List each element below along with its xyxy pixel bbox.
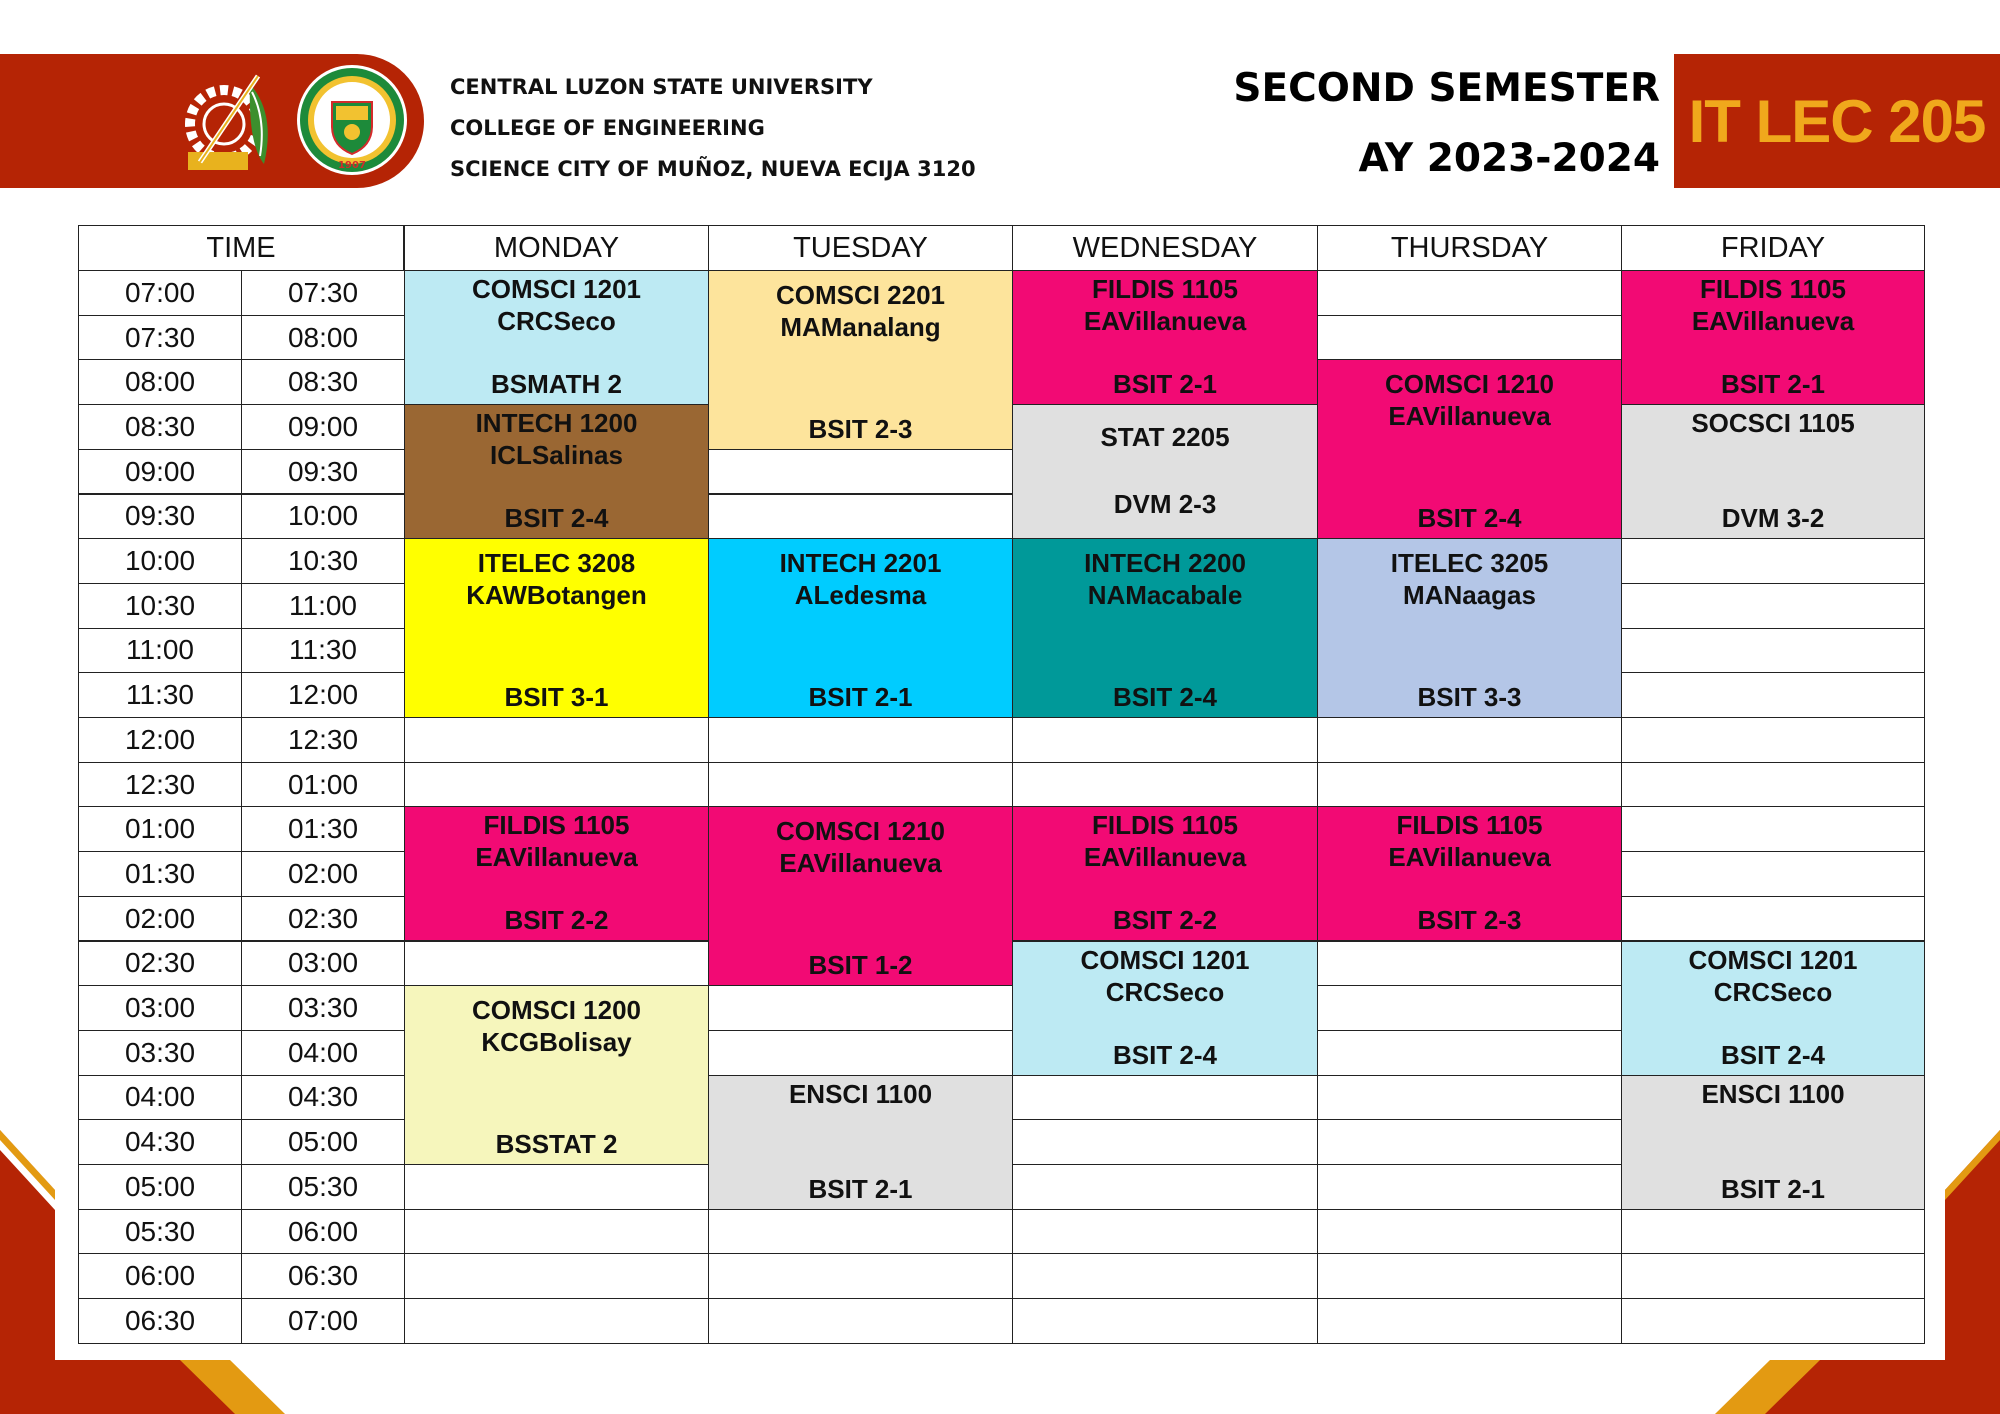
- class-subject: FILDIS 1105: [1092, 274, 1238, 304]
- empty-slot: [404, 1253, 709, 1299]
- class-section: BSIT 2-2: [504, 905, 609, 936]
- class-instructor: EAVillanueva: [1083, 306, 1247, 336]
- empty-slot: [1621, 896, 1925, 942]
- time-start-cell: 01:00: [78, 806, 242, 852]
- college-name: COLLEGE OF ENGINEERING: [450, 116, 765, 140]
- class-section: BSIT 2-4: [1720, 1039, 1826, 1070]
- empty-slot: [1012, 717, 1318, 763]
- class-instructor: MAManalang: [780, 312, 941, 342]
- time-start-cell: 12:00: [78, 717, 242, 763]
- empty-slot: [708, 1030, 1013, 1076]
- class-subject: COMSCI 1201: [1688, 944, 1858, 975]
- time-start-cell: 12:30: [78, 762, 242, 808]
- time-header: TIME: [78, 225, 404, 271]
- seal-year: 1907: [338, 160, 366, 171]
- time-end-cell: 03:30: [241, 985, 405, 1031]
- class-section: BSMATH 2: [491, 369, 622, 400]
- class-block[interactable]: [708, 270, 1013, 450]
- class-subject: INTECH 2201: [779, 548, 942, 579]
- class-section: BSIT 2-3: [1417, 905, 1522, 936]
- class-subject: COMSCI 2201: [775, 280, 946, 310]
- empty-slot: [404, 1209, 709, 1255]
- class-instructor: CRCSeco: [1105, 976, 1225, 1007]
- empty-slot: [1621, 672, 1925, 718]
- class-section: DVM 3-2: [1721, 503, 1825, 534]
- class-block[interactable]: [1621, 404, 1925, 539]
- empty-slot: [1317, 1164, 1622, 1210]
- time-end-cell: 12:30: [241, 717, 405, 763]
- schedule-table: [78, 225, 1924, 1343]
- class-section: BSSTAT 2: [495, 1128, 618, 1159]
- class-section: BSIT 2-1: [808, 1173, 913, 1204]
- class-section: BSIT 2-4: [1417, 503, 1522, 534]
- class-subject: ENSCI 1100: [1701, 1078, 1845, 1109]
- empty-slot: [404, 762, 709, 808]
- time-end-cell: 02:00: [241, 851, 405, 897]
- time-end-cell: 01:30: [241, 806, 405, 852]
- time-start-cell: 04:30: [78, 1119, 242, 1165]
- class-subject: STAT 2205: [1100, 422, 1230, 453]
- time-start-cell: 11:30: [78, 672, 242, 718]
- time-end-cell: 09:00: [241, 404, 405, 450]
- class-subject: COMSCI 1210: [775, 816, 946, 847]
- semester-label: SECOND SEMESTER: [1233, 66, 1660, 111]
- time-end-cell: 06:30: [241, 1253, 405, 1299]
- empty-slot: [1621, 583, 1925, 629]
- time-end-cell: 08:30: [241, 359, 405, 405]
- class-block[interactable]: [404, 270, 709, 405]
- university-name: CENTRAL LUZON STATE UNIVERSITY: [450, 75, 873, 99]
- class-subject: SOCSCI 1105: [1691, 408, 1855, 439]
- empty-slot: [1621, 762, 1925, 808]
- time-start-cell: 09:30: [78, 494, 242, 540]
- time-start-cell: 02:30: [78, 941, 242, 987]
- time-start-cell: 01:30: [78, 851, 242, 897]
- empty-slot: [708, 1209, 1013, 1255]
- class-block[interactable]: [708, 538, 1013, 718]
- day-header-monday: MONDAY: [404, 225, 709, 271]
- class-block[interactable]: [1012, 538, 1318, 718]
- time-end-cell: 05:30: [241, 1164, 405, 1210]
- class-block[interactable]: [1012, 806, 1318, 941]
- class-instructor: EAVillanueva: [475, 842, 638, 873]
- class-subject: COMSCI 1210: [1384, 369, 1555, 400]
- class-subject: COMSCI 1201: [1080, 944, 1250, 975]
- class-instructor: ICLSalinas: [490, 440, 623, 471]
- class-subject: COMSCI 1201: [471, 274, 642, 304]
- time-start-cell: 04:00: [78, 1075, 242, 1121]
- day-header-thursday: THURSDAY: [1317, 225, 1622, 271]
- time-end-cell: 06:00: [241, 1209, 405, 1255]
- empty-slot: [404, 1164, 709, 1210]
- time-start-cell: 06:30: [78, 1298, 242, 1344]
- time-start-cell: 09:00: [78, 449, 242, 495]
- time-start-cell: 06:00: [78, 1253, 242, 1299]
- empty-slot: [1621, 717, 1925, 763]
- class-block[interactable]: [1621, 941, 1925, 1076]
- class-instructor: CRCSeco: [1713, 976, 1833, 1007]
- empty-slot: [1317, 315, 1622, 361]
- empty-slot: [1012, 1209, 1318, 1255]
- class-subject: FILDIS 1105: [483, 810, 630, 841]
- time-start-cell: 07:30: [78, 315, 242, 361]
- class-subject: INTECH 2200: [1084, 548, 1246, 579]
- class-section: BSIT 2-4: [1112, 1039, 1218, 1070]
- day-header-friday: FRIDAY: [1621, 225, 1925, 271]
- empty-slot: [1317, 1075, 1622, 1121]
- class-subject: FILDIS 1105: [1396, 810, 1543, 841]
- course-code: IT LEC 205: [1688, 87, 1986, 155]
- time-start-cell: 10:30: [78, 583, 242, 629]
- time-end-cell: 07:30: [241, 270, 405, 316]
- empty-slot: [1317, 985, 1622, 1031]
- class-instructor: KCGBolisay: [481, 1027, 632, 1058]
- class-subject: FILDIS 1105: [1092, 810, 1238, 841]
- class-instructor: MANaagas: [1403, 580, 1536, 611]
- time-end-cell: 03:00: [241, 941, 405, 987]
- time-end-cell: 08:00: [241, 315, 405, 361]
- empty-slot: [1317, 1298, 1622, 1344]
- class-block[interactable]: [404, 538, 709, 718]
- class-section: BSIT 2-1: [808, 681, 913, 712]
- time-end-cell: 04:30: [241, 1075, 405, 1121]
- time-start-cell: 10:00: [78, 538, 242, 584]
- empty-slot: [1621, 806, 1925, 852]
- empty-slot: [708, 1298, 1013, 1344]
- day-header-wednesday: WEDNESDAY: [1012, 225, 1318, 271]
- empty-slot: [1317, 941, 1622, 987]
- class-section: BSIT 2-3: [808, 413, 913, 444]
- class-section: BSIT 2-2: [1112, 905, 1218, 936]
- class-instructor: ALedesma: [794, 580, 927, 611]
- class-instructor: EAVillanueva: [1388, 842, 1551, 873]
- class-block[interactable]: [708, 1075, 1013, 1210]
- empty-slot: [1317, 1253, 1622, 1299]
- class-subject: INTECH 1200: [475, 408, 638, 439]
- engineering-logo-icon: [178, 64, 286, 176]
- empty-slot: [1621, 538, 1925, 584]
- empty-slot: [1317, 1030, 1622, 1076]
- empty-slot: [708, 494, 1013, 540]
- class-block[interactable]: [1317, 538, 1622, 718]
- empty-slot: [708, 1253, 1013, 1299]
- class-instructor: EAVillanueva: [1691, 306, 1855, 336]
- empty-slot: [708, 985, 1013, 1031]
- academic-year-label: AY 2023-2024: [1358, 136, 1660, 181]
- class-section: BSIT 3-3: [1417, 681, 1522, 712]
- class-subject: ITELEC 3205: [1390, 548, 1549, 579]
- time-start-cell: 08:30: [78, 404, 242, 450]
- class-section: BSIT 2-4: [504, 503, 609, 534]
- time-end-cell: 12:00: [241, 672, 405, 718]
- time-end-cell: 10:00: [241, 494, 405, 540]
- empty-slot: [1621, 1253, 1925, 1299]
- time-start-cell: 03:30: [78, 1030, 242, 1076]
- empty-slot: [1012, 762, 1318, 808]
- time-start-cell: 02:00: [78, 896, 242, 942]
- empty-slot: [404, 1298, 709, 1344]
- class-block[interactable]: [1317, 359, 1622, 539]
- class-block[interactable]: [1317, 806, 1622, 941]
- university-address: SCIENCE CITY OF MUÑOZ, NUEVA ECIJA 3120: [450, 157, 976, 181]
- class-section: BSIT 2-1: [1720, 369, 1826, 400]
- class-subject: ITELEC 3208: [477, 548, 636, 579]
- time-end-cell: 05:00: [241, 1119, 405, 1165]
- empty-slot: [1621, 1209, 1925, 1255]
- empty-slot: [1012, 1119, 1318, 1165]
- empty-slot: [1317, 1209, 1622, 1255]
- class-subject: COMSCI 1200: [471, 995, 642, 1026]
- empty-slot: [404, 941, 709, 987]
- time-start-cell: 08:00: [78, 359, 242, 405]
- time-end-cell: 07:00: [241, 1298, 405, 1344]
- time-end-cell: 01:00: [241, 762, 405, 808]
- empty-slot: [1012, 1298, 1318, 1344]
- class-section: DVM 2-3: [1113, 489, 1217, 520]
- class-block[interactable]: [1621, 270, 1925, 405]
- empty-slot: [1012, 1075, 1318, 1121]
- class-subject: ENSCI 1100: [788, 1078, 933, 1109]
- class-instructor: EAVillanueva: [1083, 842, 1247, 873]
- class-instructor: KAWBotangen: [466, 580, 647, 611]
- class-subject: FILDIS 1105: [1700, 274, 1846, 304]
- empty-slot: [1317, 762, 1622, 808]
- empty-slot: [1317, 717, 1622, 763]
- empty-slot: [1621, 1298, 1925, 1344]
- class-instructor: NAMacabale: [1087, 580, 1243, 611]
- class-section: BSIT 2-4: [1112, 681, 1218, 712]
- empty-slot: [1012, 1253, 1318, 1299]
- empty-slot: [404, 717, 709, 763]
- class-block[interactable]: [708, 806, 1013, 986]
- class-block[interactable]: [1012, 941, 1318, 1076]
- class-block[interactable]: [1012, 270, 1318, 405]
- class-block[interactable]: [1012, 404, 1318, 539]
- class-section: BSIT 2-1: [1112, 369, 1218, 400]
- empty-slot: [1621, 851, 1925, 897]
- empty-slot: [1012, 1164, 1318, 1210]
- empty-slot: [708, 717, 1013, 763]
- empty-slot: [1317, 270, 1622, 316]
- class-block[interactable]: [404, 985, 709, 1165]
- class-section: BSIT 3-1: [504, 681, 609, 712]
- time-end-cell: 11:30: [241, 628, 405, 674]
- class-section: BSIT 1-2: [808, 950, 913, 981]
- empty-slot: [1317, 1119, 1622, 1165]
- time-end-cell: 04:00: [241, 1030, 405, 1076]
- time-start-cell: 03:00: [78, 985, 242, 1031]
- time-end-cell: 02:30: [241, 896, 405, 942]
- class-instructor: CRCSeco: [497, 306, 616, 336]
- day-header-tuesday: TUESDAY: [708, 225, 1013, 271]
- class-block[interactable]: [404, 404, 709, 539]
- time-start-cell: 05:30: [78, 1209, 242, 1255]
- time-start-cell: 05:00: [78, 1164, 242, 1210]
- class-block[interactable]: [1621, 1075, 1925, 1210]
- class-instructor: EAVillanueva: [779, 848, 942, 879]
- time-end-cell: 10:30: [241, 538, 405, 584]
- time-start-cell: 11:00: [78, 628, 242, 674]
- class-instructor: EAVillanueva: [1388, 401, 1551, 432]
- time-start-cell: 07:00: [78, 270, 242, 316]
- university-seal-icon: [296, 64, 408, 176]
- empty-slot: [708, 762, 1013, 808]
- time-end-cell: 11:00: [241, 583, 405, 629]
- class-section: BSIT 2-1: [1720, 1173, 1826, 1204]
- class-block[interactable]: [404, 806, 709, 941]
- time-end-cell: 09:30: [241, 449, 405, 495]
- empty-slot: [708, 449, 1013, 495]
- empty-slot: [1621, 628, 1925, 674]
